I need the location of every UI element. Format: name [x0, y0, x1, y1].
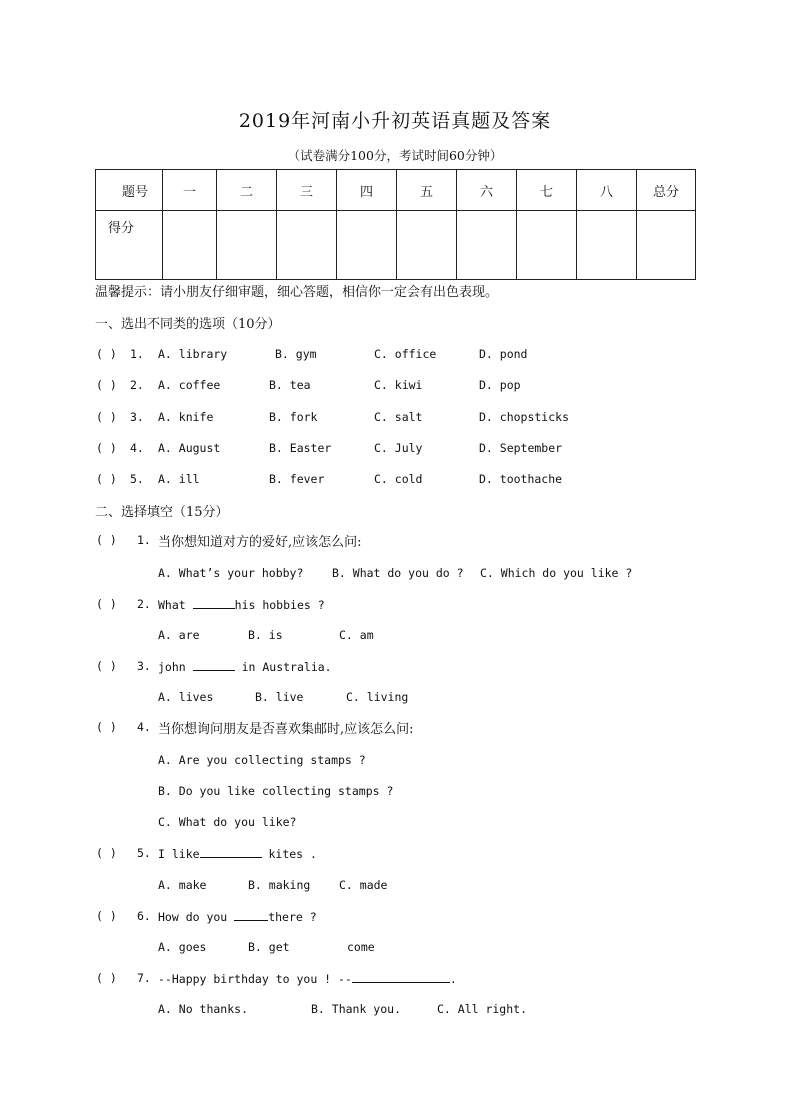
option-a: A. goes — [158, 940, 207, 954]
stem-text: john — [158, 660, 186, 674]
answer-paren[interactable]: ( ) — [96, 971, 117, 985]
option-b: B. tea — [269, 378, 311, 392]
option-a: A. Are you collecting stamps ? — [158, 753, 366, 767]
option-d: D. chopsticks — [479, 410, 570, 424]
question-number: 7. — [137, 971, 151, 985]
question-stem — [158, 597, 325, 612]
score-header-cell: 六 — [457, 170, 517, 211]
fill-blank[interactable] — [193, 659, 235, 671]
stem-text: What — [158, 598, 186, 612]
answer-paren[interactable]: ( ) — [96, 378, 117, 392]
option-d: D. toothache — [479, 472, 563, 486]
stem-text: I like — [158, 847, 200, 861]
fill-blank[interactable] — [193, 597, 235, 609]
question-number: 4. — [130, 441, 144, 455]
score-cell[interactable] — [397, 211, 457, 280]
section1-heading: 一、选出不同类的选项（10分） — [95, 317, 281, 332]
score-cell[interactable] — [277, 211, 337, 280]
fill-blank[interactable] — [200, 846, 262, 858]
option-c: C. made — [339, 878, 388, 892]
stem-text: his hobbies ? — [234, 598, 325, 612]
option-a: A. are — [158, 628, 200, 642]
score-cell[interactable] — [517, 211, 577, 280]
question-number: 3. — [130, 410, 144, 424]
option-a: A. coffee — [158, 378, 221, 392]
option-b: B. fork — [269, 410, 318, 424]
option-c: C. cold — [374, 472, 423, 486]
option-c: C. All right. — [437, 1002, 528, 1016]
option-b: B. Thank you. — [311, 1002, 402, 1016]
score-table — [95, 169, 696, 280]
score-table-header-row — [96, 170, 696, 211]
question-number: 1. — [137, 533, 151, 547]
option-d: D. pop — [479, 378, 521, 392]
option-a: A. No thanks. — [158, 1002, 249, 1016]
page-title: 2019年河南小升初英语真题及答案 — [238, 110, 552, 132]
answer-paren[interactable]: ( ) — [96, 909, 117, 923]
score-cell[interactable] — [457, 211, 517, 280]
answer-paren[interactable]: ( ) — [96, 846, 117, 860]
option-c: C. office — [374, 347, 437, 361]
option-c: come — [347, 940, 375, 954]
option-c: C. What do you like? — [158, 815, 297, 829]
fill-blank[interactable] — [352, 971, 450, 983]
question-number: 5. — [137, 846, 151, 860]
score-header-cell: 七 — [517, 170, 577, 211]
score-cell[interactable] — [337, 211, 397, 280]
option-a: A. library — [158, 347, 228, 361]
answer-paren[interactable]: ( ) — [96, 347, 117, 361]
option-c: C. am — [339, 628, 374, 642]
option-b: B. What do you do ? — [332, 566, 464, 580]
score-header-cell: 二 — [217, 170, 277, 211]
exam-subtitle: （试卷满分100分，考试时间60分钟） — [287, 148, 503, 163]
option-c: C. Which do you like ? — [480, 566, 633, 580]
option-b: B. making — [248, 878, 311, 892]
answer-paren[interactable]: ( ) — [96, 410, 117, 424]
question-number: 3. — [137, 659, 151, 673]
score-header-cell: 题号 — [96, 170, 163, 211]
score-table-score-row — [96, 211, 696, 280]
score-header-cell: 总分 — [637, 170, 696, 211]
fill-blank[interactable] — [234, 909, 268, 921]
question-stem: 当你想询问朋友是否喜欢集邮时,应该怎么问: — [158, 722, 414, 737]
question-stem — [158, 846, 317, 861]
option-c: C. July — [374, 441, 423, 455]
score-header-cell: 五 — [397, 170, 457, 211]
option-a: A. What’s your hobby? — [158, 566, 304, 580]
option-c: C. kiwi — [374, 378, 423, 392]
stem-text: . — [449, 972, 457, 986]
question-stem — [158, 971, 457, 986]
question-stem — [158, 909, 317, 924]
score-cell[interactable] — [577, 211, 637, 280]
question-number: 5. — [130, 472, 144, 486]
score-cell[interactable] — [163, 211, 217, 280]
option-c: C. living — [346, 690, 409, 704]
answer-paren[interactable]: ( ) — [96, 597, 117, 611]
option-b: B. fever — [269, 472, 325, 486]
question-number: 4. — [137, 720, 151, 734]
section2-heading: 二、选择填空（15分） — [95, 505, 229, 520]
score-row-label: 得分 — [96, 211, 163, 280]
question-stem: 当你想知道对方的爱好,应该怎么问: — [158, 535, 362, 550]
option-a: A. ill — [158, 472, 200, 486]
option-d: D. pond — [479, 347, 528, 361]
option-b: B. live — [255, 690, 304, 704]
answer-paren[interactable]: ( ) — [96, 720, 117, 734]
stem-text: How do you — [158, 910, 228, 924]
stem-text: in Australia. — [241, 660, 332, 674]
option-a: A. August — [158, 441, 221, 455]
option-b: B. Do you like collecting stamps ? — [158, 784, 394, 798]
question-number: 1. — [130, 347, 144, 361]
score-cell[interactable] — [637, 211, 696, 280]
option-b: B. get — [248, 940, 290, 954]
stem-text: --Happy birthday to you ! -- — [158, 972, 352, 986]
question-number: 2. — [137, 597, 151, 611]
answer-paren[interactable]: ( ) — [96, 472, 117, 486]
answer-paren[interactable]: ( ) — [96, 533, 117, 547]
score-header-cell: 八 — [577, 170, 637, 211]
tip-text: 温馨提示：请小朋友仔细审题，细心答题，相信你一定会有出色表现。 — [95, 285, 499, 300]
answer-paren[interactable]: ( ) — [96, 659, 117, 673]
option-a: A. lives — [158, 690, 214, 704]
option-b: B. is — [248, 628, 283, 642]
score-header-cell: 一 — [163, 170, 217, 211]
answer-paren[interactable]: ( ) — [96, 441, 117, 455]
option-c: C. salt — [374, 410, 423, 424]
question-number: 6. — [137, 909, 151, 923]
option-d: D. September — [479, 441, 563, 455]
question-number: 2. — [130, 378, 144, 392]
option-b: B. Easter — [269, 441, 332, 455]
score-header-cell: 四 — [337, 170, 397, 211]
option-a: A. make — [158, 878, 207, 892]
option-a: A. knife — [158, 410, 214, 424]
score-header-cell: 三 — [277, 170, 337, 211]
score-cell[interactable] — [217, 211, 277, 280]
stem-text: kites . — [268, 847, 317, 861]
question-stem — [158, 659, 332, 674]
stem-text: there ? — [268, 910, 317, 924]
option-b: B. gym — [275, 347, 317, 361]
